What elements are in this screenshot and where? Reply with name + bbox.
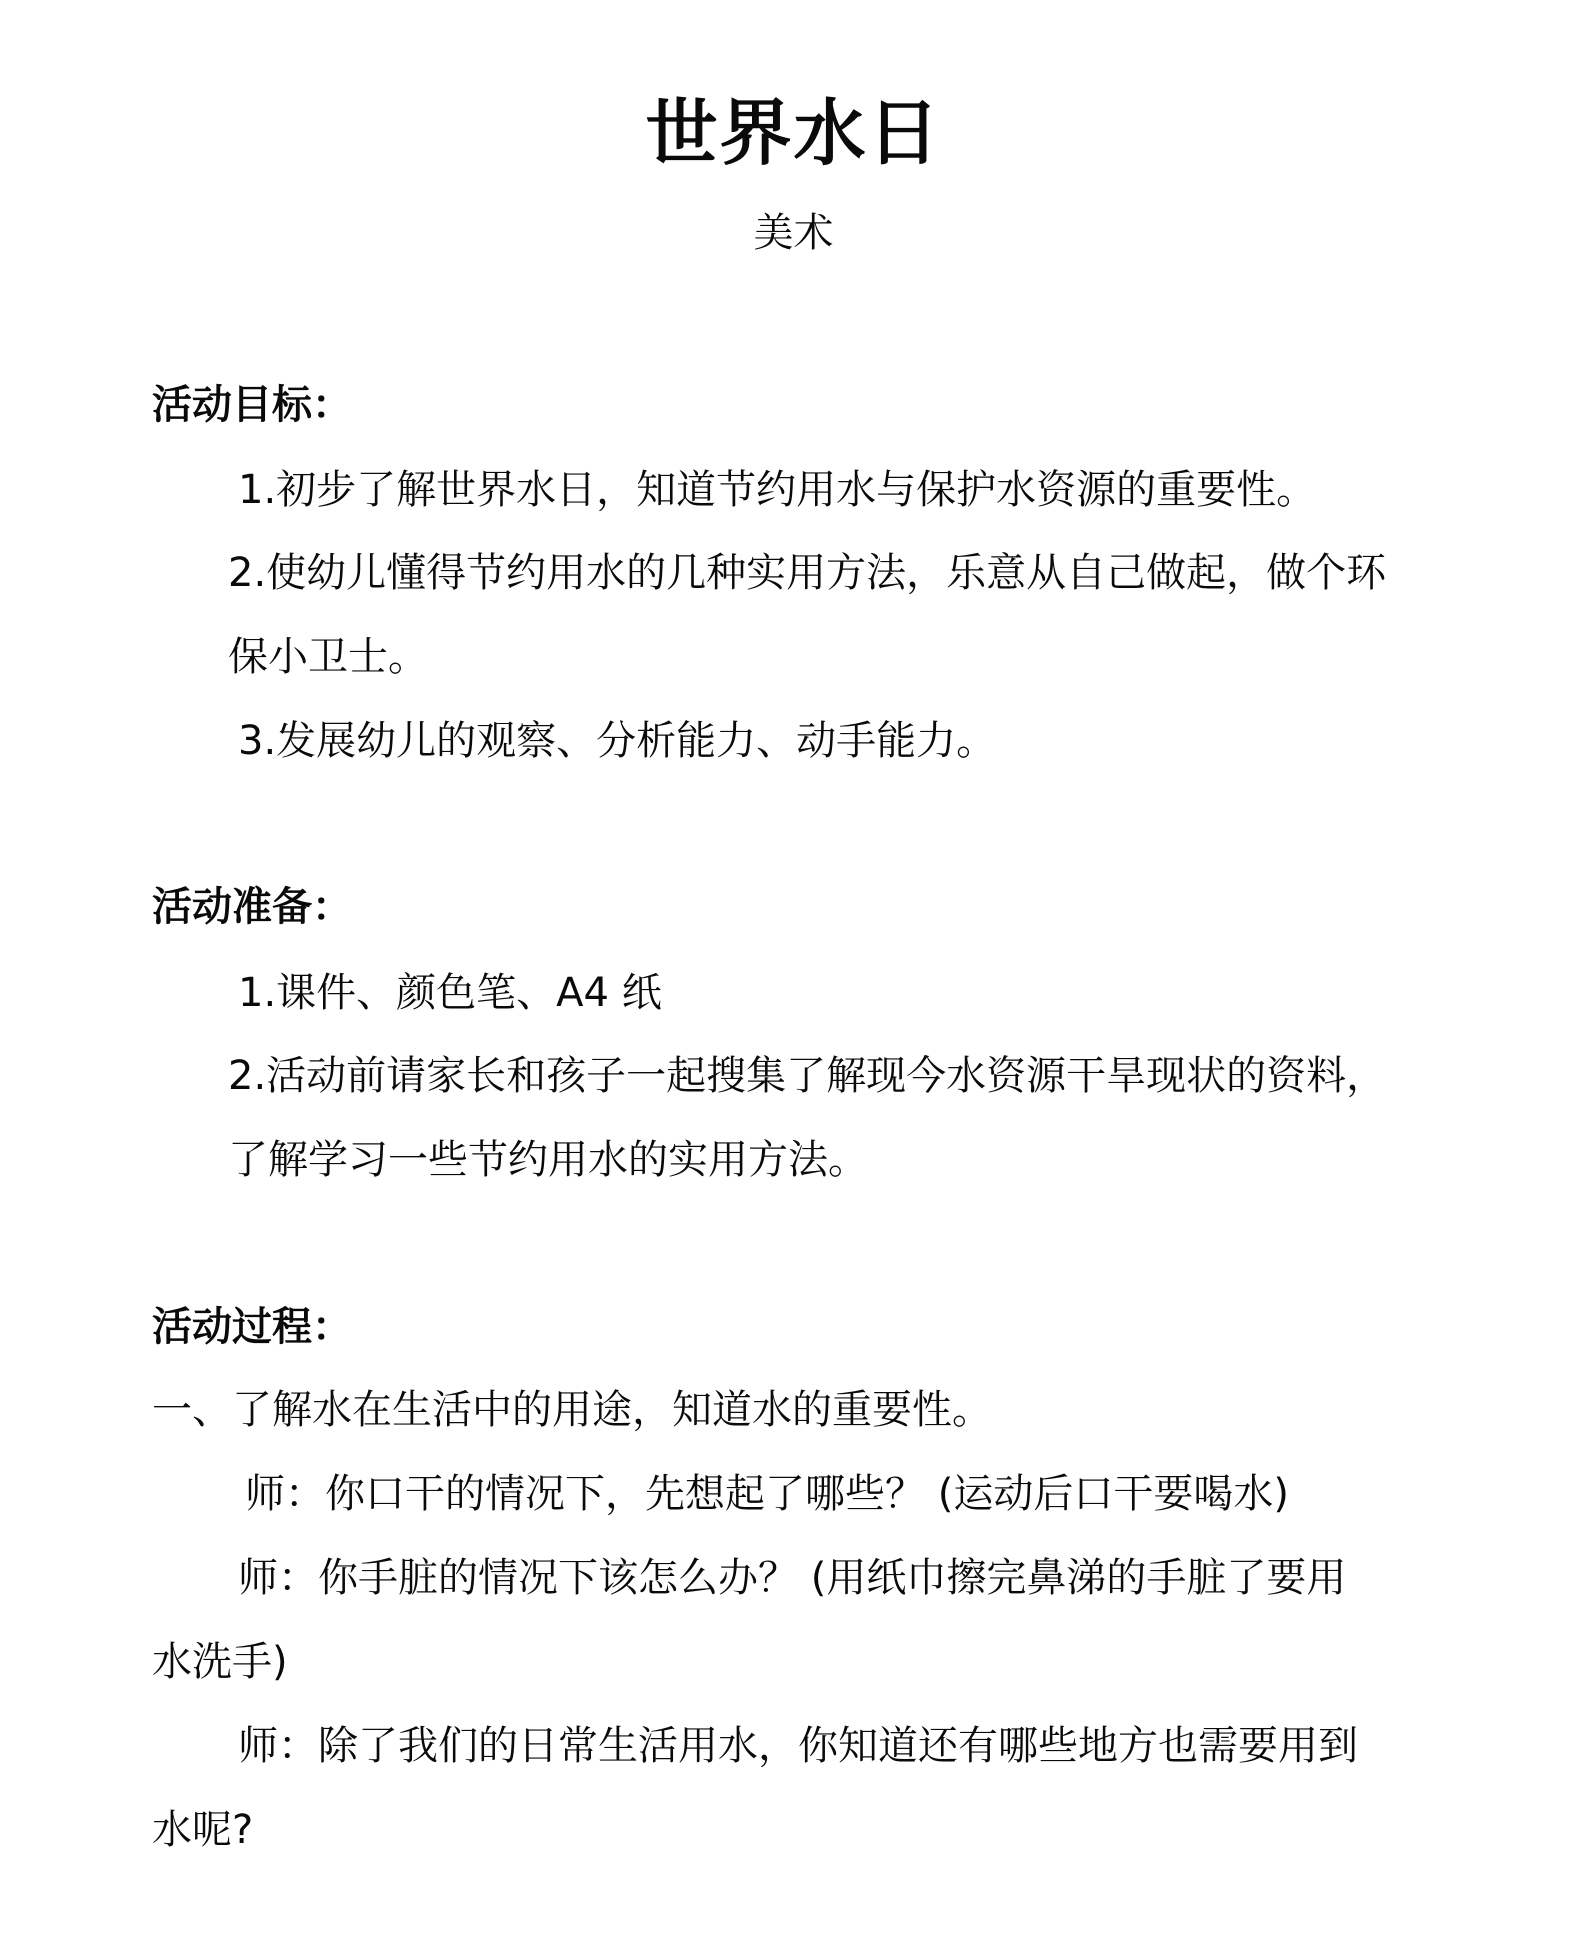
section-heading-process: 活动过程：	[152, 1304, 352, 1350]
prep-item-2-cont: 了解学习一些节约用水的实用方法。	[228, 1137, 868, 1183]
dialogue-line-3: 师：除了我们的日常生活用水，你知道还有哪些地方也需要用到	[238, 1723, 1358, 1769]
process-step-one: 一、了解水在生活中的用途，知道水的重要性。	[152, 1387, 992, 1433]
dialogue-line-2: 师：你手脏的情况下该怎么办？ (用纸巾擦完鼻涕的手脏了要用	[238, 1555, 1347, 1601]
section-heading-goals: 活动目标：	[152, 382, 352, 428]
document-subtitle: 美术	[753, 210, 834, 256]
goal-item-3: 3.发展幼儿的观察、分析能力、动手能力。	[238, 718, 997, 764]
dialogue-line-2-cont: 水洗手)	[152, 1639, 288, 1685]
dialogue-line-3-cont: 水呢?	[152, 1807, 254, 1853]
goal-item-2-cont: 保小卫士。	[228, 634, 428, 680]
section-heading-preparation: 活动准备：	[152, 884, 352, 930]
goal-item-2: 2.使幼儿懂得节约用水的几种实用方法，乐意从自己做起，做个环	[228, 550, 1387, 596]
document-title: 世界水日	[645, 91, 942, 175]
prep-item-1: 1.课件、颜色笔、A4 纸	[238, 970, 662, 1016]
goal-item-1: 1.初步了解世界水日，知道节约用水与保护水资源的重要性。	[238, 467, 1317, 513]
dialogue-line-1: 师：你口干的情况下，先想起了哪些？ (运动后口干要喝水)	[245, 1471, 1289, 1517]
prep-item-2: 2.活动前请家长和孩子一起搜集了解现今水资源干旱现状的资料，	[228, 1053, 1387, 1099]
